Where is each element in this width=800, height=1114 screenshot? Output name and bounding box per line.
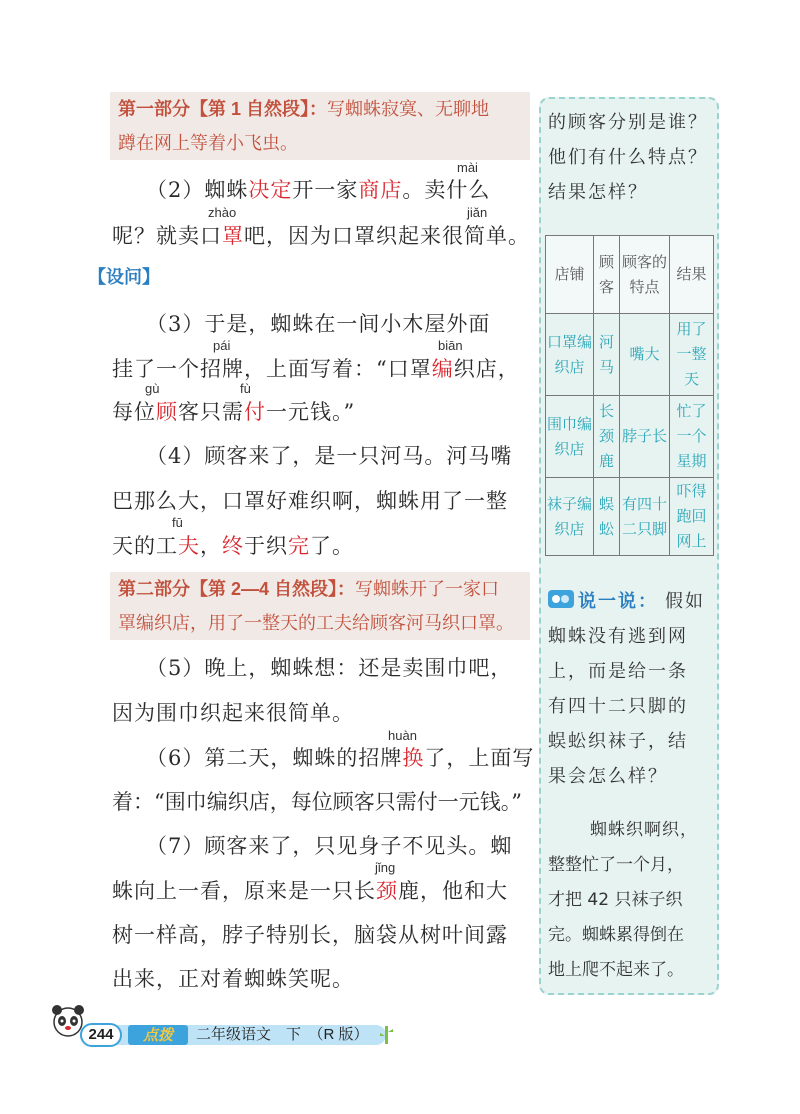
- paragraph-2-line-2: 呢？就卖口罩吧，因为口罩织起来很简单。: [112, 224, 530, 248]
- say-text-line-1: 假如: [665, 591, 705, 612]
- table-header-cell: 店铺: [546, 236, 594, 314]
- shop-customer-table: [545, 235, 714, 556]
- paragraph-7-line-3: 树一样高，脖子特别长，脑袋从树叶间露: [112, 923, 508, 947]
- paragraph-6-line-2: 着：“围巾编织店，每位顾客只需付一元钱。”: [112, 790, 522, 814]
- summary-label: 第二部分【第 2—4 自然段】：: [118, 579, 356, 599]
- sidebar-question-line-1: 的顾客分别是谁？: [548, 112, 708, 133]
- pinyin-jian: jiǎn: [467, 205, 488, 220]
- say-text-line-6: 果会怎么样？: [548, 766, 668, 787]
- say-text-line-3: 上，而是给一条: [548, 661, 688, 682]
- page-number: 244: [80, 1023, 122, 1047]
- table-cell: 蜈蚣: [594, 478, 620, 556]
- answer-line-4: 完。蜘蛛累得倒在: [548, 925, 684, 945]
- table-row: [546, 314, 714, 396]
- table-cell: 河马: [594, 314, 620, 396]
- paragraph-4-line-1: （4）顾客来了，是一只河马。河马嘴: [146, 444, 513, 468]
- answer-line-1: 蜘蛛织啊织，: [590, 820, 698, 840]
- paragraph-7-line-1: （7）顾客来了，只见身子不见头。蜘: [146, 834, 513, 858]
- pinyin-fu: fù: [240, 381, 251, 396]
- table-header-cell: 顾客的特点: [620, 236, 670, 314]
- summary-box-part1: [110, 92, 530, 160]
- table-header-cell: 结果: [670, 236, 714, 314]
- pinyin-gu: gù: [145, 381, 160, 396]
- paragraph-6-line-1: （6）第二天，蜘蛛的招牌换了，上面写: [146, 746, 535, 770]
- bamboo-icon: [380, 1026, 394, 1048]
- paragraph-4-line-2: 巴那么大，口罩好难织啊，蜘蛛用了一整: [112, 489, 508, 513]
- table-cell: 围巾编织店: [546, 396, 594, 478]
- tag-rhetorical-question: 【设问】: [88, 267, 160, 287]
- paragraph-5-line-2: 因为围巾织起来很简单。: [112, 701, 354, 725]
- table-row: [546, 478, 714, 556]
- paragraph-7-line-2: 蛛向上一看，原来是一只长颈鹿，他和大: [112, 879, 508, 903]
- summary-text: 蹲在网上等着小飞虫。: [118, 133, 298, 153]
- summary-label: 第一部分【第 1 自然段】：: [118, 99, 328, 119]
- sidebar-question-line-3: 结果怎样？: [548, 182, 648, 203]
- table-cell: 口罩编织店: [546, 314, 594, 396]
- table-cell: 用了一整天: [670, 314, 714, 396]
- say-text-line-2: 蜘蛛没有逃到网: [548, 626, 688, 647]
- table-cell: 长颈鹿: [594, 396, 620, 478]
- answer-line-5: 地上爬不起来了。: [548, 960, 684, 980]
- summary-text: 写蜘蛛寂寞、无聊地: [327, 99, 490, 119]
- paragraph-5-line-1: （5）晚上，蜘蛛想：还是卖围巾吧，: [146, 656, 513, 680]
- say-text-line-4: 有四十二只脚的: [548, 696, 688, 717]
- paragraph-3-line-2: 挂了一个招牌，上面写着：“口罩编织店，: [112, 357, 520, 381]
- say-text-line-5: 蜈蚣织袜子，结: [548, 731, 688, 752]
- speech-bubble-icon: [548, 590, 574, 608]
- pinyin-zhao: zhào: [208, 205, 237, 220]
- pinyin-jing: jǐng: [375, 860, 396, 875]
- table-cell: 吓得跑回网上: [670, 478, 714, 556]
- paragraph-3-line-1: （3）于是，蜘蛛在一间小木屋外面: [146, 312, 491, 336]
- pinyin-mai: mài: [457, 160, 478, 175]
- pinyin-huan: huàn: [388, 728, 417, 743]
- paragraph-4-line-3: 天的工夫，终于织完了。: [112, 534, 354, 558]
- table-row: [546, 396, 714, 478]
- pinyin-bian: biān: [438, 338, 463, 353]
- pinyin-pai: pái: [213, 338, 231, 353]
- paragraph-3-line-3: 每位顾客只需付一元钱。”: [112, 400, 356, 424]
- book-title: 二年级语文 下 （R 版）: [196, 1026, 369, 1043]
- answer-line-3: 才把 42 只袜子织: [548, 890, 683, 910]
- summary-text: 罩编织店，用了一整天的工夫给顾客河马织口罩。: [118, 613, 514, 633]
- brand-logo: 点拨: [128, 1025, 188, 1045]
- paragraph-2-line-1: （2）蜘蛛决定开一家商店。卖什么: [146, 178, 491, 202]
- sidebar-question-line-2: 他们有什么特点？: [548, 147, 708, 168]
- table-header-cell: 顾客: [594, 236, 620, 314]
- table-header-row: [546, 236, 714, 314]
- pinyin-fu2: fū: [172, 515, 183, 530]
- table-cell: 嘴大: [620, 314, 670, 396]
- table-cell: 脖子长: [620, 396, 670, 478]
- answer-line-2: 整整忙了一个月，: [548, 855, 684, 875]
- paragraph-7-line-4: 出来，正对着蜘蛛笑呢。: [112, 967, 354, 991]
- summary-box-part2: [110, 572, 530, 640]
- table-cell: 有四十二只脚: [620, 478, 670, 556]
- summary-text: 写蜘蛛开了一家口: [355, 579, 500, 599]
- say-label: 说一说：: [578, 591, 658, 612]
- table-cell: 忙了一个星期: [670, 396, 714, 478]
- table-cell: 袜子编织店: [546, 478, 594, 556]
